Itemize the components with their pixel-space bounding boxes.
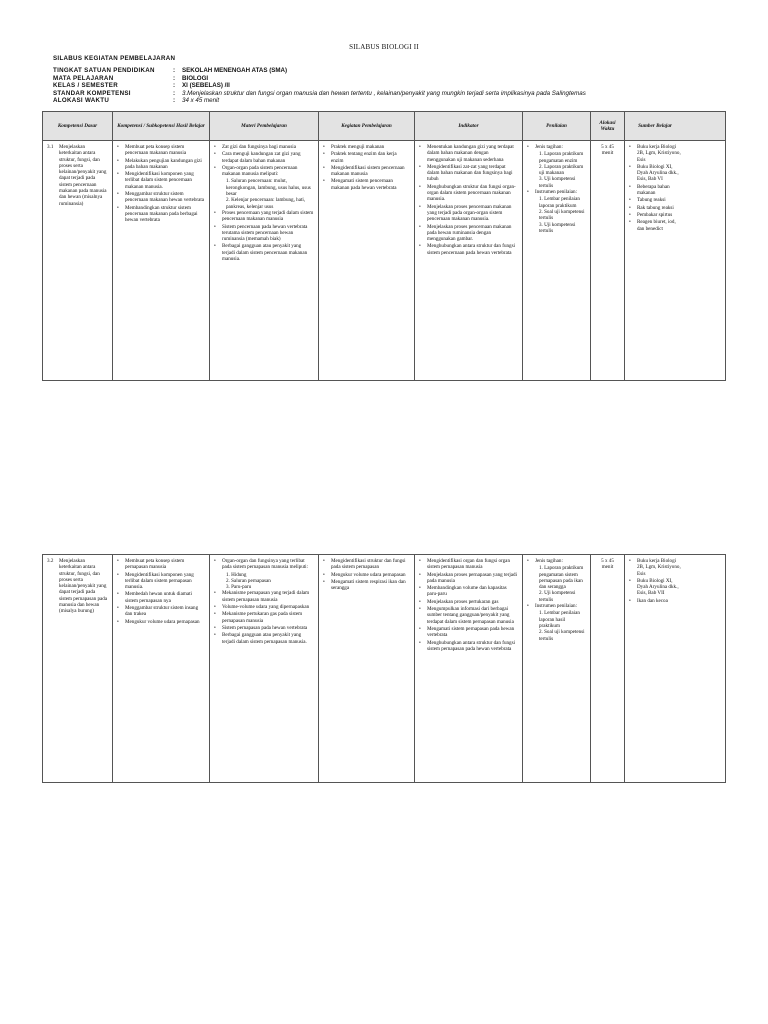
list-item: • Mekanisme pertukaran gas pada sistem pernapasan manusia — [214, 611, 314, 624]
list-item: • Menentukan kandungan gizi yang terdapat dalam bahan makanan dengan menggunakan uji makanan sederhana — [419, 144, 518, 163]
hasil-cell — [113, 555, 210, 782]
sub-item: 1. Saluran pencernaan: mulut, kerongkongan, lambung, usus halus, usus besar — [226, 178, 311, 198]
list-item: • Jenis tagihan: — [527, 144, 586, 150]
column-header: Kompetensi Dasar — [43, 112, 113, 140]
list-item: • Membandingkan struktur sistem pencernaan makanan pada berbagai hewan vertebrata — [117, 205, 205, 224]
sub-list — [214, 572, 314, 591]
sumber-cell — [625, 555, 685, 782]
indikator-cell — [415, 141, 523, 380]
sub-list — [214, 178, 314, 209]
kd-text: Menjelaskan keterkaitan antara struktur, fungsi, dan proses serta kelainan/penyakit yang dapat terjadi pada sistem pencernaan makanan pada manusia dan hewan (misalnya ruminansia) — [59, 144, 107, 207]
list-item: • Buku kerja Biologi 2B, Lgm, Kristiyono, Esis — [629, 558, 681, 577]
header-row-time: ALOKASI WAKTU : 34 x 45 menit — [53, 97, 733, 105]
sub-item: 1. Laporan praktikum pengamatan enzim — [539, 151, 584, 164]
syllabus-title: SILABUS KEGIATAN PEMBELAJARAN — [53, 55, 176, 62]
sub-list — [527, 610, 586, 641]
list-item: • Menggambar struktur sistem insang dan trakea — [117, 605, 205, 618]
list-item: • Zat gizi dan fungsinya bagi manusia — [214, 144, 314, 150]
syllabus-header — [53, 55, 733, 105]
column-header: Indikator — [415, 112, 523, 140]
kegiatan-cell — [319, 141, 415, 380]
list-item: • Buku Biologi XI, Dyah Aryulina dkk., Esis, Bab VI — [629, 164, 681, 183]
header-row-subject: MATA PELAJARAN : BIOLOGI — [53, 75, 733, 83]
header-label: TINGKAT SATUAN PENDIDIKAN — [53, 67, 155, 74]
list-item: • Mengamati sistem pencernaan makanan pada hewan vertebrata — [323, 178, 410, 191]
kd-number: 3.1 — [47, 144, 54, 150]
kd-cell — [43, 141, 113, 380]
list-item: • Mengukur volume udara pernapasan — [117, 619, 205, 625]
list-item: • Rak tabung reaksi — [629, 205, 681, 211]
list-item: • Instrumen penilaian: — [527, 603, 586, 609]
list-item: • Membuat peta konsep sistem pernapasan manusia — [117, 558, 205, 571]
sub-item: 3. Paru-paru — [226, 584, 252, 591]
sub-item: 2. Laporan praktikum uji makanan — [539, 163, 584, 177]
header-label: STANDAR KOMPETENSI — [53, 89, 131, 97]
list-item: • Praktek tentang enzim dan kerja enzim — [323, 151, 410, 164]
kegiatan-cell — [319, 555, 415, 782]
list-item: • Berbagai gangguan atau penyakit yang terjadi dalam sistem pernapasan manusia. — [214, 632, 314, 645]
list-item: • Membandingkan volume dan kapasitas paru-paru — [419, 585, 518, 598]
list-item: • Ikan dan kecoa — [629, 598, 681, 604]
indikator-cell — [415, 555, 523, 782]
list-item: • Organ-organ dan fungsinya yang terlibat pada sistem pernapasan manusia meliputi: — [214, 558, 314, 571]
list-item: • Proses pencernaan yang terjadi dalam sistem pencernaan makanan manusia — [214, 210, 314, 223]
list-item: • Menggambar struktur sistem pencernaan makanan hewan vertebrata — [117, 191, 205, 204]
sub-item: 2. Soal uji kompetensi tertulis — [539, 629, 585, 642]
list-item: • Membedah hewan untuk diamati sistem pernapasan nya — [117, 591, 205, 604]
list-item: • Mengukur volume udara pernapasan — [323, 572, 410, 578]
list-item: • Mengamati sistem respirasi ikan dan serangga — [323, 579, 410, 592]
kd-text: Menjelaskan keterkaitan antara struktur, fungsi, dan proses serta kelainan/penyakit yang dapat terjadi pada sistem pernapasan pada manusia dan hewan (misalya burung) — [59, 558, 108, 615]
list-item: • Mengumpulkan informasi dari berbagai sumber tentang gangguan/penyakit yang terdapat dalam sistem pernapasan manusia — [419, 606, 518, 625]
sub-item: 3. Uji kompetensi tertulis — [539, 221, 576, 234]
list-item: • Mengidentifikasi zat-zat yang terdapat dalam bahan makanan dan fungsinya bagi tubuh — [419, 164, 518, 183]
kd-number: 3.2 — [47, 558, 54, 564]
list-item: • Buku Biologi XI, Dyah Aryulina dkk., Esis, Bab VII — [629, 578, 681, 597]
header-value: SEKOLAH MENENGAH ATAS (SMA) — [182, 67, 288, 74]
table-header — [42, 111, 726, 141]
sub-list — [527, 565, 586, 603]
list-item: • Mengidentifikasi struktur dan fungsi pada sistem pernapasan — [323, 558, 410, 571]
header-row-class: KELAS / SEMESTER : XI (SEBELAS) /II — [53, 82, 733, 90]
alokasi-cell: 5 x 45 menit — [591, 141, 625, 380]
list-item: • Menjelaskan proses pernapasan yang terjadi pada manusia — [419, 572, 518, 585]
list-item: • Volume-volume udara yang dipernapaskan — [214, 604, 314, 610]
list-item: • Menghubungkan antara struktur dan fungsi sistem pernapasan pada hewan vertebrata — [419, 640, 518, 653]
header-value: BIOLOGI — [182, 74, 209, 82]
list-item: • Cara menguji kandungan zat gizi yang terdapat dalam bahan makanan — [214, 151, 314, 164]
column-header: Penilaian — [523, 112, 591, 140]
header-row-standard: STANDAR KOMPETENSI : 3.Menjelaskan struktur dan fungsi organ manusia dan hewan tertentu , kelainan/penyakit yang mungkin terjadi serta implikasinya pada Salingtemas — [53, 90, 733, 98]
list-item: • Menjelaskan proses pencernaan makanan pada hewan ruminansia dengan menggunakan gambar. — [419, 224, 518, 243]
column-header: Sumber Belajar — [638, 122, 672, 129]
penilaian-cell — [523, 555, 591, 782]
list-item: • Melakukan pengujian kandungan gizi pada bahan makanan — [117, 158, 205, 171]
list-item: • Mengidentifikasi organ dan fungsi organ sistem pernapasan manusia — [419, 558, 518, 571]
materi-cell — [210, 141, 319, 380]
list-item-text: Organ-organ pada sistem pencernaan makanan manusia meliputi: — [222, 164, 298, 178]
sub-item: 1. Lembar penilaian laporan praktikum — [539, 196, 580, 209]
list-item: • Buku kerja Biologi 2B, Lgm, Kristiyono, Esis — [629, 144, 681, 163]
list-item: • Praktek menguji makanan — [323, 144, 410, 150]
header-row-school: TINGKAT SATUAN PENDIDIKAN : SEKOLAH MENENGAH ATAS (SMA) — [53, 67, 733, 75]
sumber-cell — [625, 141, 685, 380]
sub-item: 1. Hidung — [226, 571, 247, 578]
document-title: SILABUS BIOLOGI II — [349, 43, 419, 51]
list-item: • Berbagai gangguan atau penyakit yang terjadi dalam sistem pencernaan makanan manusia. — [214, 243, 314, 262]
list-item: • Membuat peta konsep sistem pencernaan makanan manusia — [117, 144, 205, 157]
table-row — [42, 141, 726, 381]
sub-item: 2. Kelenjar pencernaan: lambung, hati, pankreas, kelenjar usus — [226, 197, 306, 210]
header-value: XI (SEBELAS) /II — [182, 82, 230, 89]
sub-item: 1. Lembar penilaian laporan hasil praktikum — [539, 610, 580, 629]
list-item: • Beberapa bahan makanan — [629, 184, 681, 197]
header-label: KELAS / SEMESTER — [53, 82, 118, 89]
alokasi-cell: 5 x 45 menit — [591, 555, 625, 782]
sub-item: 2. Uji kompetensi tertulis — [539, 590, 576, 603]
list-item: • Menjelaskan proses pencernaan makanan yang terjadi pada organ-organ sistem pencernaan makanan manusia. — [419, 204, 518, 223]
list-item: • Jenis tagihan: — [527, 558, 586, 564]
list-item: • Sistem pencernaan pada hewan vertebrata terutama sistem pencernaan hewan ruminansia (memamah biak) — [214, 224, 314, 243]
column-header: Kegiatan Pembelajaran — [319, 112, 415, 140]
list-item — [214, 165, 314, 178]
sub-item: 1. Laporan praktikum pengamatan sistem pernapasan pada ikan dan serangga — [539, 565, 584, 591]
list-item: • Menghubungkan struktur dan fungsi organ-organ dalam sistem pencernaan makanan manusia. — [419, 184, 518, 203]
list-item: • Menghubungkan antara struktur dan fungsi sistem pencernaan pada hewan vertebrata — [419, 243, 518, 256]
sub-list — [527, 196, 586, 234]
column-header: Alokasi Waktu — [591, 112, 625, 140]
list-item: • Reagen biuret, iod, dan benedict — [629, 219, 681, 232]
list-item: • Instrumen penilaian: — [527, 189, 586, 195]
column-header: Materi Pembelajaran — [210, 112, 319, 140]
sub-item: 2. Soal uji kompetensi tertulis — [539, 208, 585, 222]
kd-cell — [43, 555, 113, 782]
sub-item: 3. Uji kompetensi tertulis — [539, 176, 576, 189]
list-item: • Menjelaskan proses pertukaran gas — [419, 599, 518, 605]
table-row — [42, 554, 726, 783]
hasil-cell — [113, 141, 210, 380]
sub-item: 2. Saluran pernapasan — [226, 577, 271, 584]
list-item: • Mengidentifikasi sistem pencernaan makanan manusia — [323, 165, 410, 178]
header-value: 3.Menjelaskan struktur dan fungsi organ manusia dan hewan tertentu , kelainan/penyakit yang mungkin terjadi serta implikasinya pada Salingtemas — [182, 89, 586, 97]
materi-cell — [210, 555, 319, 782]
list-item: • Mengamati sistem pernapasan pada hewan vertebrata — [419, 626, 518, 639]
header-value: 34 x 45 menit — [182, 97, 220, 104]
header-label: ALOKASI WAKTU — [53, 97, 110, 104]
penilaian-cell — [523, 141, 591, 380]
list-item: • Mekanisme pernapasan yang terjadi dalam sistem pernapasan manusia — [214, 590, 314, 603]
list-item: • Mengidentifikasi komponen yang terlibat dalam sistem pencernaan makanan manusia. — [117, 171, 205, 190]
list-item: • Sistem pernapasan pada hewan vertebrata — [214, 625, 314, 631]
header-label: MATA PELAJARAN — [53, 74, 114, 82]
list-item: • Pembakar spirtus — [629, 212, 681, 218]
list-item: • Mengidentifikasi komponen yang terlibat dalam sistem pernapasan manusia. — [117, 572, 205, 591]
list-item: • Tabung reaksi — [629, 197, 681, 203]
column-header: Kompetensi / Subkopetensi Hasil Belajar — [113, 112, 210, 140]
sub-list — [527, 151, 586, 189]
